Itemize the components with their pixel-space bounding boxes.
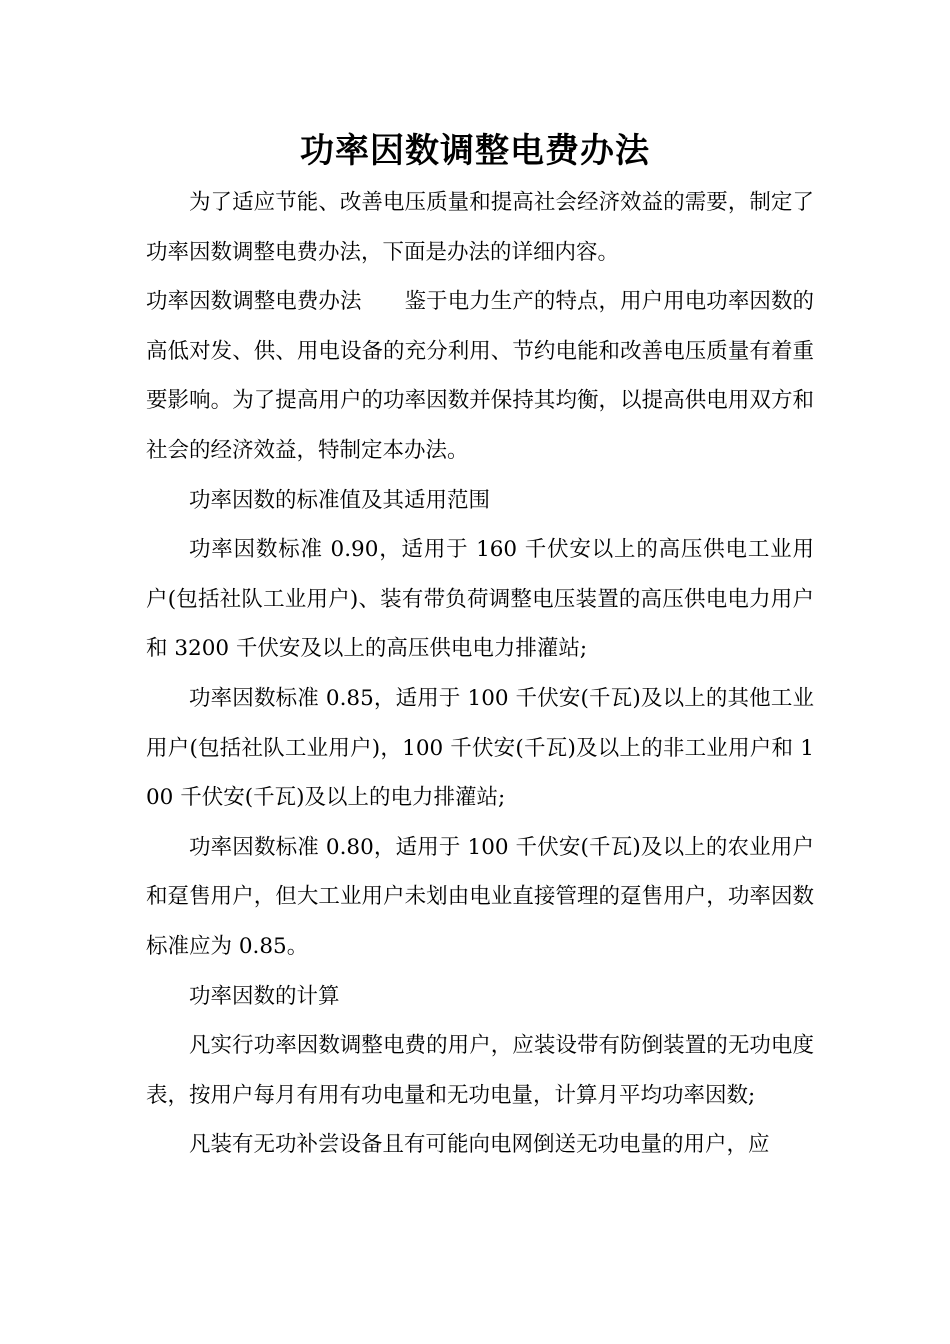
document-body xyxy=(146,178,814,1170)
paragraph: 为了适应节能、改善电压质量和提高社会经济效益的需要，制定了功率因数调整电费办法，下面是办法的详细内容。 xyxy=(146,190,814,265)
section-heading: 功率因数的计算 xyxy=(189,983,340,1009)
paragraph: 凡实行功率因数调整电费的用户，应装设带有防倒装置的无功电度表，按用户每月有用有功电量和无功电量，计算月平均功率因数; xyxy=(146,1033,814,1108)
paragraph: 功率因数标准 0.80，适用于 100 千伏安(千瓦)及以上的农业用户和趸售用户，但大工业用户未划由电业直接管理的趸售用户，功率因数标准应为 0.85。 xyxy=(146,834,814,959)
section-heading: 功率因数的标准值及其适用范围 xyxy=(189,487,491,513)
paragraph: 功率因数调整电费办法 鉴于电力生产的特点，用户用电功率因数的高低对发、供、用电设备的充分利用、节约电能和改善电压质量有着重要影响。为了提高用户的功率因数并保持其均衡，以提高供电用双方和社会的经济效益，特制定本办法。 xyxy=(146,289,814,463)
paragraph: 功率因数标准 0.90，适用于 160 千伏安以上的高压供电工业用户(包括社队工业用户)、装有带负荷调整电压装置的高压供电电力用户和 3200 千伏安及以上的高压供电电力排灌站; xyxy=(146,537,814,662)
paragraph: 功率因数标准 0.85，适用于 100 千伏安(千瓦)及以上的其他工业用户(包括社队工业用户)，100 千伏安(千瓦)及以上的非工业用户和 100 千伏安(千瓦)及以上的电力排灌站; xyxy=(146,685,814,811)
document-title: 功率因数调整电费办法 xyxy=(300,131,650,171)
paragraph: 凡装有无功补尝设备且有可能向电网倒送无功电量的用户，应 xyxy=(189,1132,770,1158)
